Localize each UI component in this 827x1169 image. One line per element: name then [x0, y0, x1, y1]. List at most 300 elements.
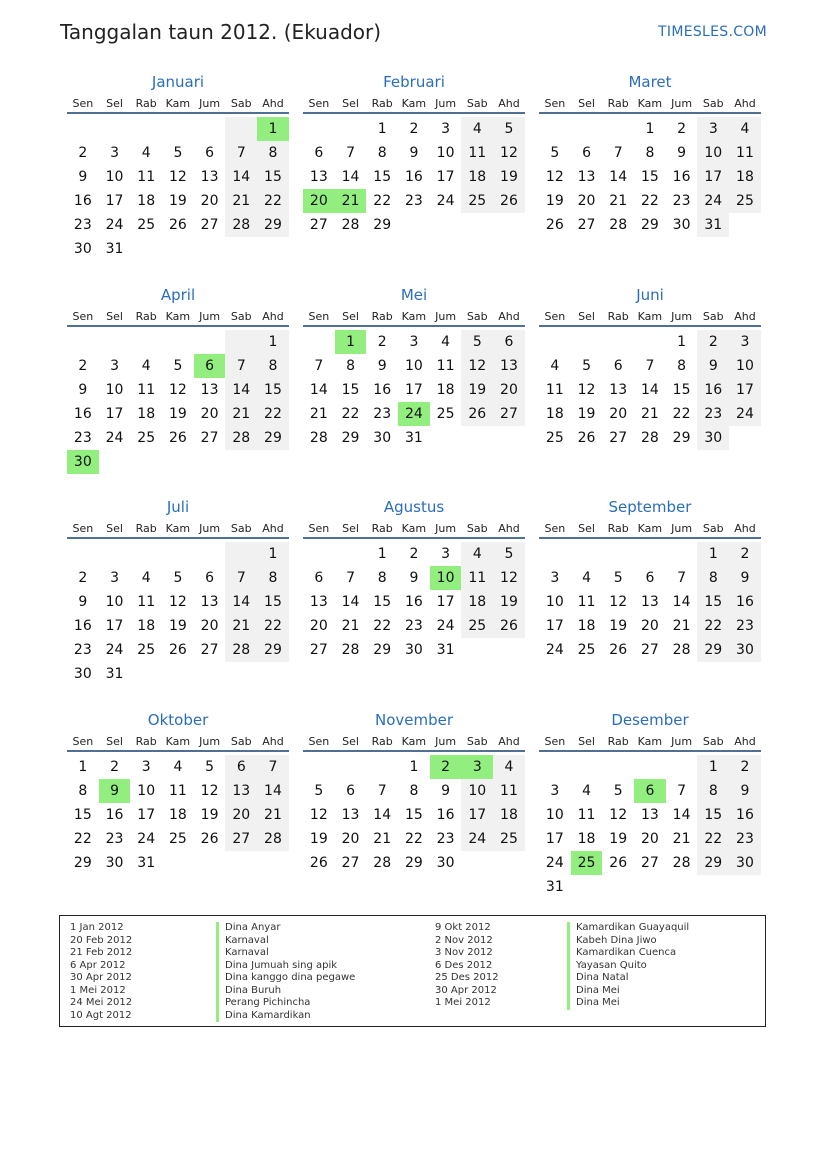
weekday-label: Sen — [544, 310, 566, 323]
day-cell: 13 — [225, 779, 257, 803]
weekday-header — [67, 97, 289, 114]
weekday-label: Rab — [607, 310, 629, 323]
day-cell: 23 — [73, 430, 92, 446]
day-cell: 21 — [373, 831, 392, 847]
holiday-day-cell: 6 — [194, 354, 226, 378]
day-cell: 13 — [200, 594, 219, 610]
empty-day-cell — [666, 875, 698, 899]
weekday-label: Rab — [371, 97, 393, 110]
day-cell: 22 — [257, 402, 289, 426]
day-cell: 29 — [341, 430, 360, 446]
day-cell: 17 — [404, 382, 423, 398]
day-cell: 23 — [697, 402, 729, 426]
month-name: Mei — [400, 286, 428, 304]
holiday-day-cell: 30 — [67, 450, 99, 474]
legend-holiday-name: Dina Jumuah sing apik — [216, 960, 355, 973]
empty-day-cell — [99, 542, 131, 566]
day-cell: 20 — [225, 803, 257, 827]
day-cell: 10 — [697, 141, 729, 165]
day-cell: 8 — [346, 358, 355, 374]
day-cell: 2 — [78, 145, 88, 161]
day-cell: 24 — [105, 642, 124, 658]
weekday-label: Sel — [342, 522, 359, 535]
empty-day-cell — [430, 213, 462, 237]
empty-day-cell — [130, 542, 162, 566]
day-cell: 13 — [309, 594, 328, 610]
day-cell: 12 — [168, 382, 187, 398]
weekday-label: Rab — [135, 97, 157, 110]
legend-date: 30 Apr 2012 — [70, 972, 132, 983]
weekday-label: Ahd — [498, 97, 520, 110]
weekday-label: Kam — [401, 522, 427, 535]
day-cell: 3 — [110, 358, 119, 374]
day-cell: 26 — [168, 217, 187, 233]
holiday-day-cell: 1 — [257, 117, 289, 141]
day-cell: 30 — [73, 241, 92, 257]
day-cell: 24 — [545, 642, 564, 658]
day-cell: 21 — [225, 189, 257, 213]
day-cell: 18 — [729, 165, 761, 189]
day-cell: 11 — [493, 779, 525, 803]
day-cell: 6 — [314, 145, 324, 161]
day-cell: 1 — [645, 121, 655, 137]
day-cell: 27 — [200, 430, 219, 446]
day-cell: 2 — [110, 759, 119, 775]
day-cell: 20 — [200, 618, 219, 634]
day-cell: 22 — [257, 614, 289, 638]
day-cell: 28 — [341, 642, 360, 658]
weekday-label: Sab — [230, 522, 252, 535]
weekday-label: Sen — [308, 310, 330, 323]
weekday-label: Sen — [308, 522, 330, 535]
day-cell: 1 — [697, 542, 729, 566]
day-cell: 9 — [409, 145, 419, 161]
day-cell: 25 — [545, 430, 564, 446]
holiday-day-cell: 21 — [335, 189, 367, 213]
day-cell: 17 — [137, 807, 156, 823]
day-cell: 23 — [73, 642, 92, 658]
empty-day-cell — [225, 237, 257, 261]
empty-day-cell — [225, 662, 257, 686]
day-cell: 10 — [461, 779, 493, 803]
month-agustus — [303, 497, 525, 662]
empty-day-cell — [571, 117, 603, 141]
day-cell: 17 — [436, 169, 455, 185]
empty-day-cell — [335, 755, 367, 779]
day-cell: 12 — [493, 141, 525, 165]
empty-day-cell — [194, 117, 226, 141]
day-cell: 20 — [200, 406, 219, 422]
day-cell: 30 — [404, 642, 423, 658]
day-cell: 2 — [409, 546, 419, 562]
day-cell: 9 — [78, 594, 88, 610]
day-cell: 25 — [493, 827, 525, 851]
weekday-label: Rab — [371, 310, 393, 323]
day-cell: 28 — [672, 855, 691, 871]
legend-date: 2 Nov 2012 — [435, 934, 493, 946]
day-cell: 25 — [168, 831, 187, 847]
day-grid — [539, 755, 761, 899]
day-cell: 15 — [404, 807, 423, 823]
empty-day-cell — [602, 875, 634, 899]
day-cell: 1 — [409, 759, 419, 775]
day-cell: 21 — [341, 618, 360, 634]
empty-day-cell — [335, 542, 367, 566]
empty-day-cell — [162, 662, 194, 686]
day-cell: 13 — [309, 169, 328, 185]
day-cell: 22 — [697, 827, 729, 851]
weekday-label: Ahd — [734, 310, 756, 323]
day-cell: 23 — [404, 193, 423, 209]
day-cell: 2 — [78, 358, 88, 374]
legend-holiday-name: Dina Mei — [567, 997, 689, 1010]
day-cell: 22 — [373, 193, 392, 209]
legend-date: 6 Apr 2012 — [70, 959, 126, 971]
weekday-label: Sen — [544, 522, 566, 535]
day-cell: 30 — [105, 855, 124, 871]
weekday-header — [539, 522, 761, 539]
day-cell: 15 — [341, 382, 360, 398]
empty-day-cell — [67, 330, 99, 354]
day-cell: 27 — [309, 217, 328, 233]
day-grid — [303, 117, 525, 237]
weekday-label: Kam — [165, 310, 191, 323]
day-cell: 2 — [677, 121, 687, 137]
day-cell: 6 — [314, 570, 324, 586]
day-cell: 29 — [697, 851, 729, 875]
day-cell: 4 — [141, 358, 151, 374]
weekday-label: Ahd — [498, 735, 520, 748]
weekday-label: Kam — [401, 735, 427, 748]
weekday-label: Kam — [401, 97, 427, 110]
day-cell: 17 — [105, 193, 124, 209]
day-cell: 11 — [545, 382, 564, 398]
day-cell: 12 — [168, 594, 187, 610]
day-cell: 12 — [309, 807, 328, 823]
day-cell: 6 — [205, 145, 215, 161]
day-cell: 3 — [697, 117, 729, 141]
day-cell: 7 — [677, 570, 687, 586]
day-cell: 26 — [493, 189, 525, 213]
holiday-day-cell: 9 — [99, 779, 131, 803]
empty-day-cell — [225, 851, 257, 875]
empty-day-cell — [602, 117, 634, 141]
weekday-label: Jum — [435, 735, 457, 748]
weekday-label: Jum — [671, 522, 693, 535]
month-oktober — [67, 710, 289, 875]
month-name: Januari — [151, 73, 205, 91]
day-cell: 6 — [582, 145, 591, 161]
day-cell: 22 — [373, 618, 392, 634]
weekday-label: Jum — [199, 735, 221, 748]
day-cell: 21 — [225, 614, 257, 638]
holiday-legend — [59, 915, 766, 1027]
day-cell: 6 — [205, 570, 215, 586]
legend-holiday-name: Perang Pichincha — [216, 997, 355, 1010]
day-cell: 20 — [640, 618, 659, 634]
day-cell: 15 — [697, 803, 729, 827]
day-cell: 2 — [729, 755, 761, 779]
weekday-header — [303, 97, 525, 114]
day-cell: 25 — [137, 642, 156, 658]
day-grid — [67, 542, 289, 686]
empty-day-cell — [666, 755, 698, 779]
day-cell: 16 — [729, 590, 761, 614]
legend-dates-left — [70, 922, 132, 1022]
legend-holiday-name: Kabeh Dina Jiwo — [567, 935, 689, 948]
weekday-label: Rab — [607, 522, 629, 535]
weekday-label: Ahd — [262, 522, 284, 535]
day-cell: 28 — [309, 430, 328, 446]
legend-dates-right — [435, 922, 499, 1010]
day-cell: 1 — [257, 330, 289, 354]
day-cell: 19 — [168, 406, 187, 422]
legend-holiday-name: Kamardikan Cuenca — [567, 947, 689, 960]
day-cell: 4 — [582, 783, 591, 799]
day-cell: 18 — [137, 406, 156, 422]
empty-day-cell — [194, 237, 226, 261]
day-cell: 31 — [105, 241, 124, 257]
weekday-label: Rab — [607, 97, 629, 110]
day-cell: 26 — [461, 402, 493, 426]
day-cell: 25 — [577, 642, 596, 658]
brand-link[interactable]: TIMESLES.COM — [658, 24, 767, 40]
day-cell: 3 — [409, 334, 419, 350]
day-cell: 25 — [461, 189, 493, 213]
day-cell: 5 — [205, 759, 215, 775]
day-cell: 28 — [609, 217, 628, 233]
day-grid — [539, 542, 761, 662]
day-cell: 5 — [173, 358, 183, 374]
weekday-label: Rab — [371, 522, 393, 535]
day-cell: 8 — [697, 779, 729, 803]
day-cell: 14 — [341, 169, 360, 185]
day-cell: 16 — [729, 803, 761, 827]
day-cell: 2 — [377, 334, 387, 350]
legend-date: 10 Agt 2012 — [70, 1009, 132, 1021]
day-cell: 8 — [257, 141, 289, 165]
weekday-label: Sab — [702, 97, 724, 110]
day-cell: 11 — [577, 594, 596, 610]
weekday-label: Sel — [106, 735, 123, 748]
day-cell: 29 — [373, 217, 392, 233]
day-cell: 27 — [341, 855, 360, 871]
day-cell: 24 — [545, 855, 564, 871]
day-cell: 14 — [257, 779, 289, 803]
weekday-header — [539, 310, 761, 327]
day-cell: 8 — [645, 145, 655, 161]
day-cell: 14 — [672, 807, 691, 823]
empty-day-cell — [162, 450, 194, 474]
day-cell: 3 — [441, 121, 451, 137]
legend-names-left — [216, 922, 355, 1022]
day-cell: 21 — [640, 406, 659, 422]
empty-day-cell — [398, 213, 430, 237]
weekday-label: Sen — [72, 735, 94, 748]
day-cell: 27 — [577, 217, 596, 233]
day-cell: 16 — [672, 169, 691, 185]
empty-day-cell — [602, 330, 634, 354]
weekday-label: Rab — [135, 310, 157, 323]
empty-day-cell — [162, 851, 194, 875]
day-cell: 10 — [105, 169, 124, 185]
day-cell: 20 — [640, 831, 659, 847]
weekday-label: Sen — [72, 522, 94, 535]
day-cell: 29 — [672, 430, 691, 446]
day-cell: 6 — [645, 570, 655, 586]
legend-date: 1 Jan 2012 — [70, 922, 124, 933]
day-cell: 13 — [640, 807, 659, 823]
weekday-label: Sen — [308, 97, 330, 110]
day-cell: 28 — [257, 827, 289, 851]
empty-day-cell — [729, 875, 761, 899]
day-cell: 21 — [672, 831, 691, 847]
day-cell: 13 — [341, 807, 360, 823]
day-cell: 14 — [225, 590, 257, 614]
month-januari — [67, 72, 289, 261]
day-cell: 28 — [225, 426, 257, 450]
day-cell: 10 — [436, 145, 455, 161]
empty-day-cell — [225, 117, 257, 141]
day-cell: 24 — [697, 189, 729, 213]
weekday-header — [67, 735, 289, 752]
day-grid — [67, 330, 289, 474]
day-cell: 16 — [697, 378, 729, 402]
day-cell: 31 — [137, 855, 156, 871]
weekday-label: Sel — [342, 97, 359, 110]
weekday-label: Sab — [702, 735, 724, 748]
day-cell: 16 — [404, 594, 423, 610]
holiday-day-cell: 24 — [398, 402, 430, 426]
day-cell: 19 — [168, 193, 187, 209]
day-cell: 16 — [73, 618, 92, 634]
weekday-label: Sen — [72, 310, 94, 323]
empty-day-cell — [162, 542, 194, 566]
empty-day-cell — [539, 117, 571, 141]
empty-day-cell — [99, 330, 131, 354]
weekday-label: Jum — [199, 522, 221, 535]
empty-day-cell — [602, 755, 634, 779]
day-cell: 7 — [677, 783, 687, 799]
day-cell: 31 — [105, 666, 124, 682]
legend-holiday-name: Dina Anyar — [216, 922, 355, 935]
day-grid — [539, 117, 761, 237]
legend-date: 30 Apr 2012 — [435, 984, 497, 996]
day-cell: 27 — [200, 217, 219, 233]
day-cell: 17 — [105, 406, 124, 422]
empty-day-cell — [257, 237, 289, 261]
empty-day-cell — [430, 426, 462, 450]
day-cell: 28 — [672, 642, 691, 658]
day-cell: 26 — [309, 855, 328, 871]
day-cell: 6 — [225, 755, 257, 779]
day-cell: 22 — [640, 193, 659, 209]
month-name: April — [160, 286, 196, 304]
weekday-label: Jum — [671, 310, 693, 323]
month-november — [303, 710, 525, 875]
day-cell: 1 — [257, 542, 289, 566]
day-cell: 24 — [729, 402, 761, 426]
weekday-label: Sel — [578, 97, 595, 110]
day-cell: 3 — [550, 783, 560, 799]
day-cell: 9 — [697, 354, 729, 378]
day-cell: 24 — [105, 217, 124, 233]
day-cell: 13 — [200, 169, 219, 185]
day-cell: 26 — [545, 217, 564, 233]
empty-day-cell — [194, 851, 226, 875]
day-cell: 11 — [436, 358, 455, 374]
weekday-label: Sel — [106, 522, 123, 535]
day-cell: 15 — [257, 378, 289, 402]
empty-day-cell — [257, 662, 289, 686]
empty-day-cell — [634, 875, 666, 899]
day-cell: 18 — [577, 831, 596, 847]
day-cell: 14 — [640, 382, 659, 398]
day-cell: 10 — [545, 807, 564, 823]
weekday-label: Ahd — [498, 310, 520, 323]
legend-date: 9 Okt 2012 — [435, 922, 491, 933]
day-cell: 18 — [493, 803, 525, 827]
day-cell: 15 — [257, 165, 289, 189]
empty-day-cell — [194, 662, 226, 686]
weekday-label: Kam — [637, 310, 663, 323]
legend-date: 24 Mei 2012 — [70, 997, 133, 1008]
day-cell: 19 — [168, 618, 187, 634]
day-cell: 17 — [545, 618, 564, 634]
day-cell: 30 — [436, 855, 455, 871]
day-grid — [303, 755, 525, 875]
day-cell: 5 — [550, 145, 560, 161]
weekday-label: Sel — [342, 310, 359, 323]
day-cell: 30 — [73, 666, 92, 682]
day-cell: 8 — [677, 358, 687, 374]
weekday-label: Ahd — [734, 97, 756, 110]
day-cell: 9 — [377, 358, 387, 374]
day-cell: 9 — [78, 169, 88, 185]
weekday-label: Rab — [135, 735, 157, 748]
day-cell: 19 — [461, 378, 493, 402]
day-cell: 24 — [137, 831, 156, 847]
day-cell: 9 — [677, 145, 687, 161]
day-cell: 14 — [309, 382, 328, 398]
day-cell: 8 — [78, 783, 88, 799]
day-cell: 4 — [141, 145, 151, 161]
legend-holiday-name: Dina Natal — [567, 972, 689, 985]
weekday-label: Jum — [435, 522, 457, 535]
day-cell: 13 — [200, 382, 219, 398]
day-cell: 12 — [545, 169, 564, 185]
day-cell: 10 — [105, 382, 124, 398]
weekday-label: Kam — [637, 735, 663, 748]
weekday-header — [539, 735, 761, 752]
month-name: November — [374, 711, 454, 729]
day-cell: 21 — [257, 803, 289, 827]
empty-day-cell — [67, 117, 99, 141]
day-cell: 22 — [257, 189, 289, 213]
empty-day-cell — [257, 851, 289, 875]
month-name: Maret — [628, 73, 672, 91]
weekday-label: Sel — [578, 522, 595, 535]
day-cell: 29 — [257, 213, 289, 237]
empty-day-cell — [303, 542, 335, 566]
day-cell: 1 — [78, 759, 88, 775]
day-cell: 30 — [672, 217, 691, 233]
day-cell: 6 — [493, 330, 525, 354]
day-cell: 31 — [697, 213, 729, 237]
empty-day-cell — [666, 542, 698, 566]
empty-day-cell — [257, 450, 289, 474]
day-cell: 15 — [373, 594, 392, 610]
